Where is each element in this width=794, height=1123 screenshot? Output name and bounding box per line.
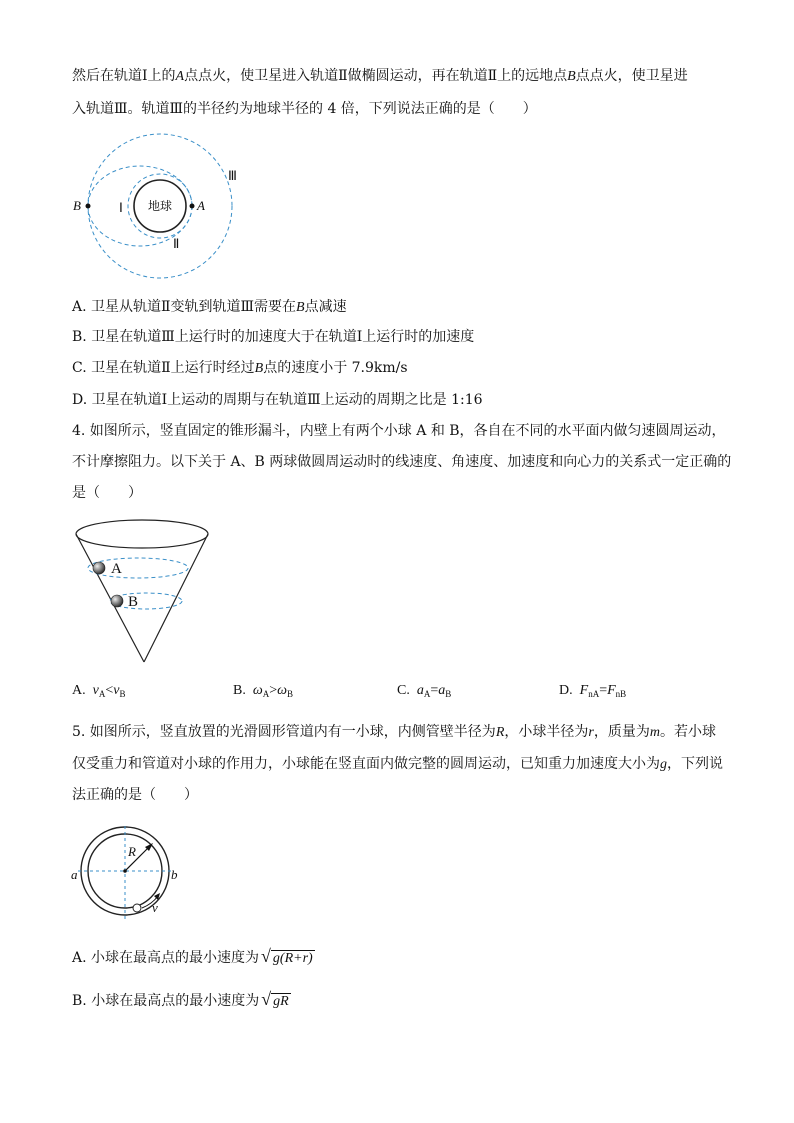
q5-text: ，下列说: [667, 756, 723, 772]
q5-option-b: [72, 989, 291, 1012]
option-var: F: [607, 683, 616, 698]
option-var: v: [92, 683, 99, 698]
q5-var: g: [660, 757, 667, 772]
q3-option-a: [72, 297, 347, 318]
option-point: B: [296, 300, 305, 315]
label-orbit-ii: Ⅱ: [173, 236, 180, 251]
q3-point-b: B: [567, 69, 576, 84]
q3-option-d: D. 卫星在轨道Ⅰ上运动的周期与在轨道Ⅲ上运动的周期之比是 1:16: [72, 392, 483, 408]
q4-option-d: [559, 681, 626, 704]
option-text: 点的速度小于 7.9km/s: [263, 360, 408, 376]
label-r: R: [128, 844, 136, 859]
option-var: F: [579, 683, 589, 698]
q5-text: ，小球半径为: [504, 724, 589, 740]
option-var: ω: [252, 683, 263, 698]
q4-option-b: [233, 681, 293, 704]
option-text: A. 卫星从轨道Ⅱ变轨到轨道Ⅲ需要在: [72, 299, 297, 315]
q5-line3: 法正确的是（ ）: [72, 787, 198, 803]
sqrt-expression: √ gR: [261, 989, 289, 1009]
label-ball-a: A: [111, 561, 122, 577]
option-var: ω: [277, 683, 288, 698]
option-sub: A: [98, 689, 106, 699]
label-a: a: [71, 867, 78, 882]
option-point: B: [254, 361, 264, 376]
q5-line2: [72, 754, 723, 775]
option-prefix: B.: [233, 683, 246, 698]
funnel-diagram: [72, 518, 212, 668]
q5-line1: [72, 722, 716, 743]
option-sub: A: [423, 689, 431, 699]
tube-diagram: [68, 826, 188, 926]
q5-option-a: [72, 946, 315, 969]
sqrt-expression: √ g(R+r): [261, 946, 313, 966]
option-var: a: [438, 683, 446, 698]
q5-text: 5. 如图所示，竖直放置的光滑圆形管道内有一小球，内侧管壁半径为: [72, 724, 496, 740]
q5-var: R: [495, 725, 505, 740]
q3-intro-text: 然后在轨道Ⅰ上的: [72, 68, 176, 84]
funnel-right-wall: [144, 534, 208, 662]
point-b-dot: [86, 204, 91, 209]
q4-option-a: [72, 681, 125, 704]
option-var: a: [416, 683, 424, 698]
ball-a: [93, 562, 105, 574]
option-text: C. 卫星在轨道Ⅱ上运行时经过: [72, 360, 255, 376]
option-op: =: [430, 683, 439, 698]
q3-option-b: B. 卫星在轨道Ⅲ上运行时的加速度大于在轨道Ⅰ上运行时的加速度: [72, 329, 475, 345]
option-op: >: [269, 683, 278, 698]
q3-intro-text: 点点火，使卫星进: [575, 68, 688, 84]
sqrt-content: g(R+r): [272, 951, 313, 966]
q3-intro-line1: [72, 66, 688, 87]
q3-intro-line2: 入轨道Ⅲ。轨道Ⅲ的半径约为地球半径的 4 倍，下列说法正确的是（ ）: [72, 101, 537, 117]
q5-text: ，质量为: [593, 724, 650, 740]
option-sub: B: [287, 689, 294, 699]
funnel-rim: [76, 520, 208, 548]
label-b: B: [73, 198, 81, 213]
q3-point-a: A: [175, 69, 185, 84]
orbit-diagram: [70, 140, 270, 280]
q5-text: 。若小球: [659, 724, 716, 740]
option-sub: nA: [588, 689, 600, 699]
option-sub: B: [445, 689, 452, 699]
small-ball: [133, 904, 141, 912]
option-sub: A: [262, 689, 270, 699]
earth-label: 地球: [147, 199, 173, 213]
q4-option-c: [397, 681, 451, 704]
q4-line1: 4. 如图所示，竖直固定的锥形漏斗，内壁上有两个小球 A 和 B，各自在不同的水平面内做匀速圆周运动，: [72, 423, 726, 439]
sqrt-content: gR: [273, 994, 289, 1009]
option-text: B. 小球在最高点的最小速度为: [72, 993, 260, 1009]
option-text: 点减速: [304, 299, 347, 315]
label-a: A: [197, 198, 205, 213]
option-sub: B: [119, 689, 126, 699]
option-prefix: D.: [559, 683, 573, 698]
label-b: b: [171, 867, 178, 882]
label-orbit-iii: Ⅲ: [228, 168, 237, 183]
option-text: A. 小球在最高点的最小速度为: [72, 950, 260, 966]
label-ball-b: B: [128, 594, 139, 610]
option-op: <: [105, 683, 114, 698]
q3-option-c: [72, 358, 408, 379]
q5-var: r: [588, 725, 594, 740]
option-prefix: C.: [397, 683, 410, 698]
q3-intro-text: 点点火，使卫星进入轨道Ⅱ做椭圆运动，再在轨道Ⅱ上的远地点: [184, 68, 568, 84]
option-prefix: A.: [72, 683, 86, 698]
option-var: v: [113, 683, 120, 698]
q5-text: 仅受重力和管道对小球的作用力，小球能在竖直面内做完整的圆周运动，已知重力加速度大小为: [72, 756, 660, 772]
option-sub: nB: [615, 689, 627, 699]
option-op: =: [599, 683, 608, 698]
label-v: v: [152, 900, 158, 915]
q4-line3: 是（ ）: [72, 485, 142, 501]
label-orbit-i: Ⅰ: [119, 200, 123, 215]
ball-b: [111, 595, 123, 607]
q4-line2: 不计摩擦阻力。以下关于 A、B 两球做圆周运动时的线速度、角速度、加速度和向心力的关系式一定正确的: [72, 454, 732, 470]
q5-var: m: [649, 725, 660, 740]
point-a-dot: [190, 204, 195, 209]
